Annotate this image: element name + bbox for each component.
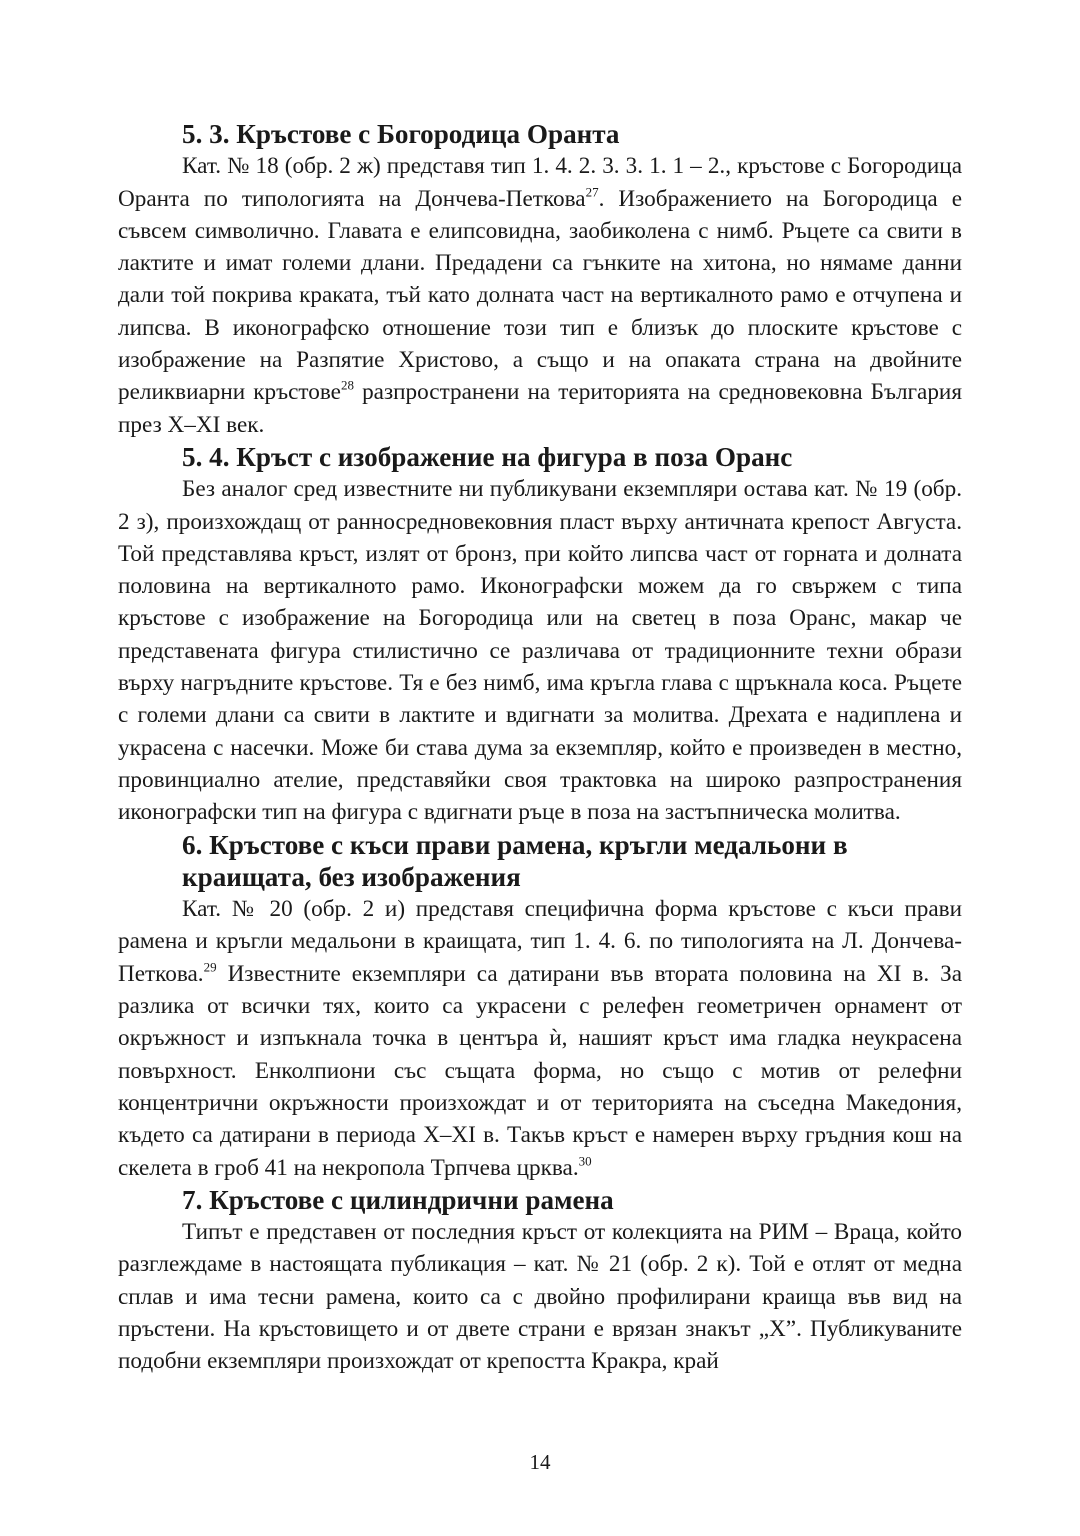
document-body	[118, 118, 962, 1378]
paragraph-text: Без аналог сред известните ни публикувани екземпляри остава кат. № 19 (обр. 2 з), произхождащ от ранносредновековния пласт върху античната крепост Августа. Той представлява кръст, излят от бронз, при който липсва част от горната и долната половина на вертикалното рамо. Иконографски можем да го свържем с типа кръстове с изображение на Богородица или на светец в поза Оранс, макар че представената фигура стилистично се различава от традиционните техни образи върху нагръдните кръстове. Тя е без нимб, има кръгла глава с щръкнала коса. Ръцете с големи длани са свити в лактите и вдигнати за молитва. Дрехата е надиплена и украсена с насечки. Може би става дума за екземпляр, който е произведен в местно, провинциално ателие, представяйки своя трактовка на широко разпространения иконографски тип на фигура с вдигнати ръце в поза на застъпническа молитва.	[118, 476, 962, 826]
paragraph-text: Типът е представен от последния кръст от колекцията на РИМ – Враца, който разглеждаме в настоящата публикация – кат. № 21 (обр. 2 к). Той е отлят от медна сплав и има тесни рамена, които са с двойно профилирани краища във вид на пръстени. На кръстовището и от двете страни е врязан знакът „Х”. Публикуваните подобни екземпляри произхождат от крепостта Кракра, край	[118, 1219, 962, 1375]
section-heading: 7. Кръстове с цилиндрични рамена	[182, 1184, 614, 1215]
paragraph-text: Кат. № 18 (обр. 2 ж) представя тип 1. 4. 2. 3. 3. 1. 1 – 2., кръстове с Богородица Оранта по типологията на Дончева-Петкова	[118, 153, 962, 212]
section-paragraph	[118, 150, 962, 441]
page-number: 14	[529, 1450, 551, 1474]
section-paragraph	[118, 1216, 962, 1377]
paragraph-text: . Изображението на Богородица е съвсем символично. Главата е елипсовидна, заобиколена с нимб. Ръцете са свити в лактите и имат големи длани. Предадени са гънките на хитона, но нямаме данни дали той покрива краката, тъй като долната част на вертикалното рамо е отчупена и липсва. В иконографско отношение този тип е близък до плоските кръстове с изображение на Разпятие Христово, а също и на опаката страна на двойните реликвиарни кръстове	[118, 185, 962, 406]
section-paragraph	[118, 893, 962, 1184]
section-paragraph	[118, 473, 962, 828]
section-heading: 5. 3. Кръстове с Богородица Оранта	[182, 119, 620, 149]
footnote-ref: 30	[578, 1152, 592, 1168]
paragraph-text: разпространени на територията на средновековна България през X–XI век.	[118, 379, 962, 438]
paragraph-text: Известните екземпляри са датирани във втората половина на XI в. За разлика от всички тях, които са украсени с релефен геометричен орнамент от окръжност и изпъкнала точка в центъра ѝ, нашият кръст има гладка неукрасена повърхност. Енколпиони със същата форма, но също с мотив от релефни концентрични окръжности произхождат и от територията на съседна Македония, където са датирани в периода X–XI в. Такъв кръст е намерен върху гръдния кош на скелета в гроб 41 на некропола Трпчева црква.	[118, 960, 962, 1181]
section-heading: 5. 4. Кръст с изображение на фигура в поза Оранс	[182, 441, 793, 472]
footnote-ref: 27	[585, 183, 599, 199]
paragraph-text: Кат. № 20 (обр. 2 и) представя специфична форма кръстове с къси прави рамена и кръгли медальони в краищата, тип 1. 4. 6. по типологията на Л. Дончева-Петкова.	[118, 896, 962, 987]
section-heading: 6. Кръстове с къси прави рамена, кръгли медальони в краищата, без изображения	[182, 829, 848, 892]
footnote-ref: 29	[203, 958, 217, 974]
footnote-ref: 28	[340, 377, 354, 393]
